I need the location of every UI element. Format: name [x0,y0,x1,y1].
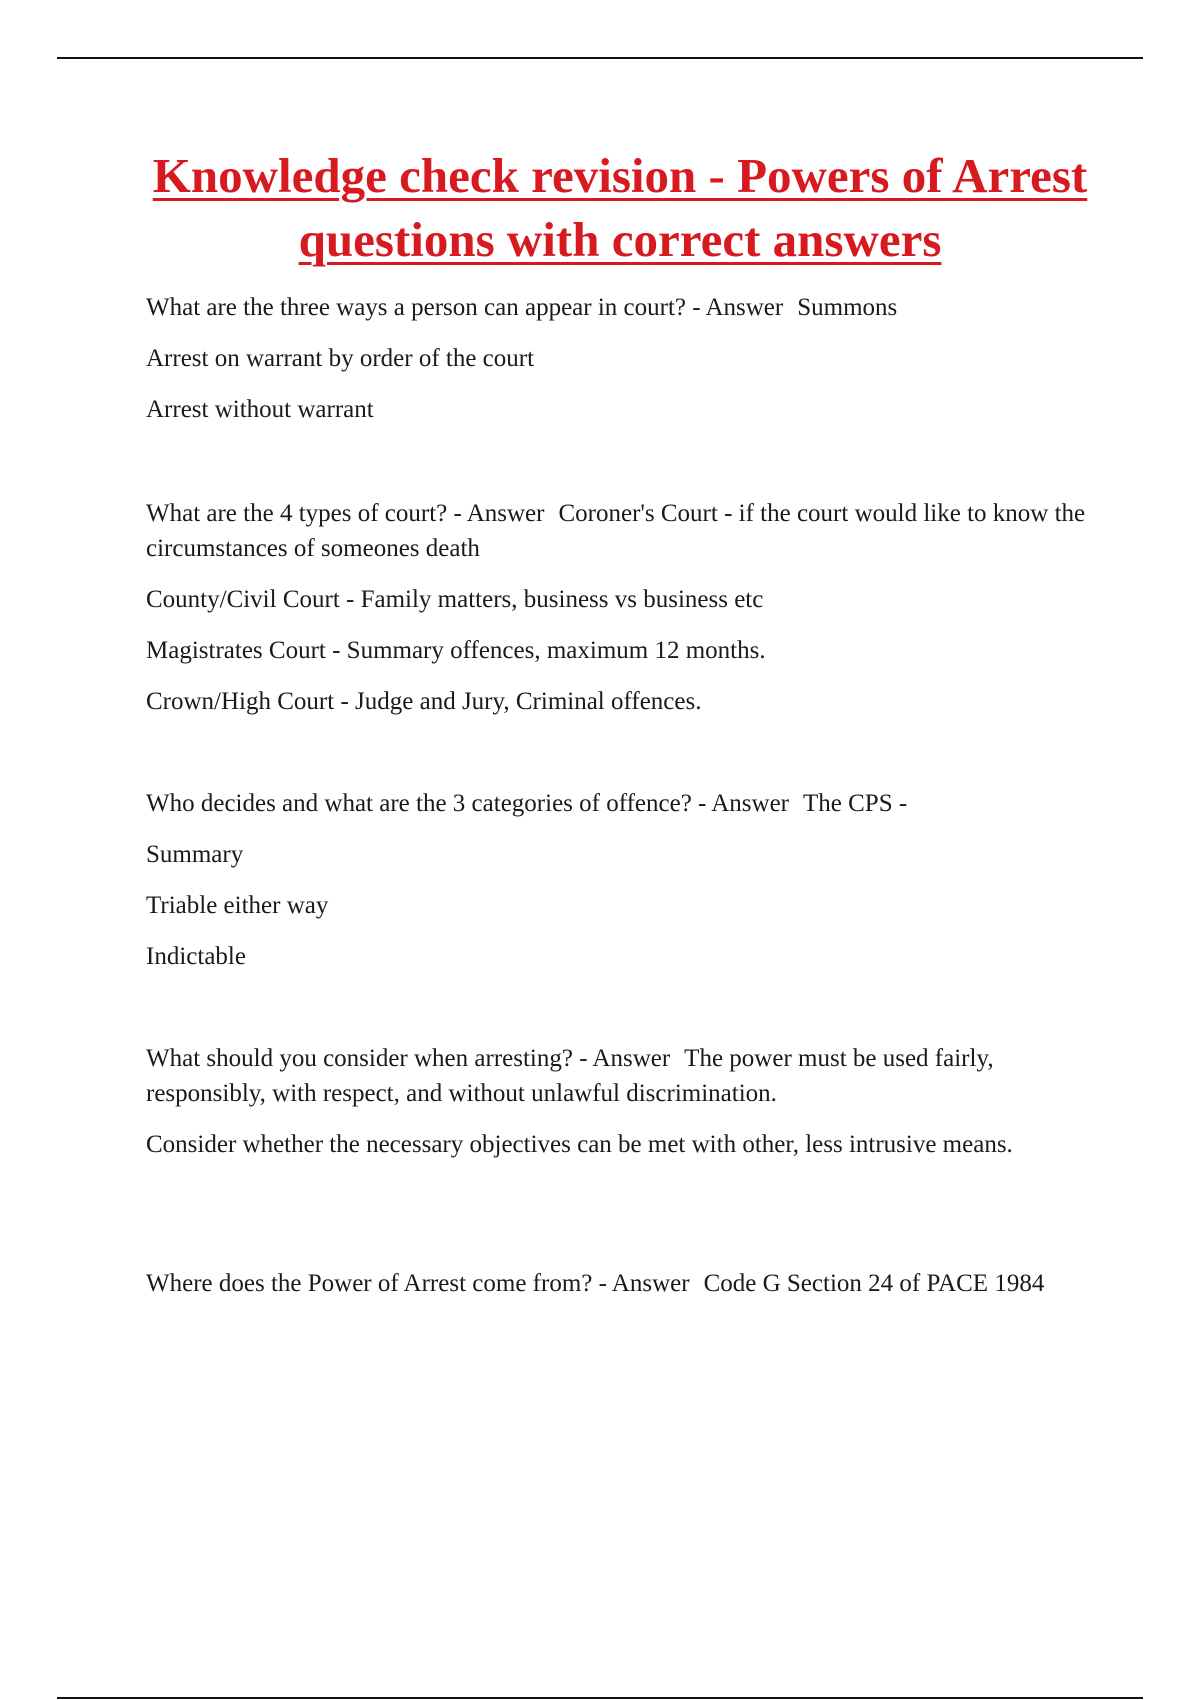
answer-line: Triable either way [146,892,329,919]
question-text: Where does the Power of Arrest come from? - Answer [146,1270,690,1297]
qa-line [146,786,1086,821]
bottom-rule [57,1697,1143,1699]
top-rule [57,57,1143,59]
answer-text: Summons [797,294,898,321]
qa-block-2 [146,496,1086,735]
answer-line: County/Civil Court - Family matters, business vs business etc [146,586,764,613]
answer-text: Code G Section 24 of PACE 1984 [703,1270,1045,1297]
qa-block-3 [146,786,1086,990]
question-text: What should you consider when arresting? - Answer [146,1045,671,1072]
answer-text: The CPS - [803,790,908,817]
answer-line: Crown/High Court - Judge and Jury, Criminal offences. [146,688,702,715]
qa-line [146,1041,1086,1111]
qa-line [146,496,1086,566]
qa-line [146,290,1086,325]
question-text: What are the 4 types of court? - Answer [146,500,545,527]
answer-line: Arrest on warrant by order of the court [146,345,535,372]
qa-block-4 [146,1041,1086,1178]
answer-line: Magistrates Court - Summary offences, maximum 12 months. [146,637,766,664]
document-title: Knowledge check revision - Powers of Arrest questions with correct answers [152,148,1088,267]
qa-block-1 [146,290,1086,443]
qa-block-5 [146,1266,1086,1317]
answer-text: Coroner's Court - if the court would like to know the circumstances of someones death [146,500,1086,562]
answer-line: Summary [146,841,244,868]
answer-line: Arrest without warrant [146,396,374,423]
question-text: Who decides and what are the 3 categories of offence? - Answer [146,790,790,817]
answer-text: The power must be used fairly, responsibly, with respect, and without unlawful discrimination. [146,1045,994,1107]
question-text: What are the three ways a person can appear in court? - Answer [146,294,784,321]
qa-line [146,1266,1086,1301]
answer-line: Consider whether the necessary objectives can be met with other, less intrusive means. [146,1131,1013,1158]
answer-line: Indictable [146,943,246,970]
